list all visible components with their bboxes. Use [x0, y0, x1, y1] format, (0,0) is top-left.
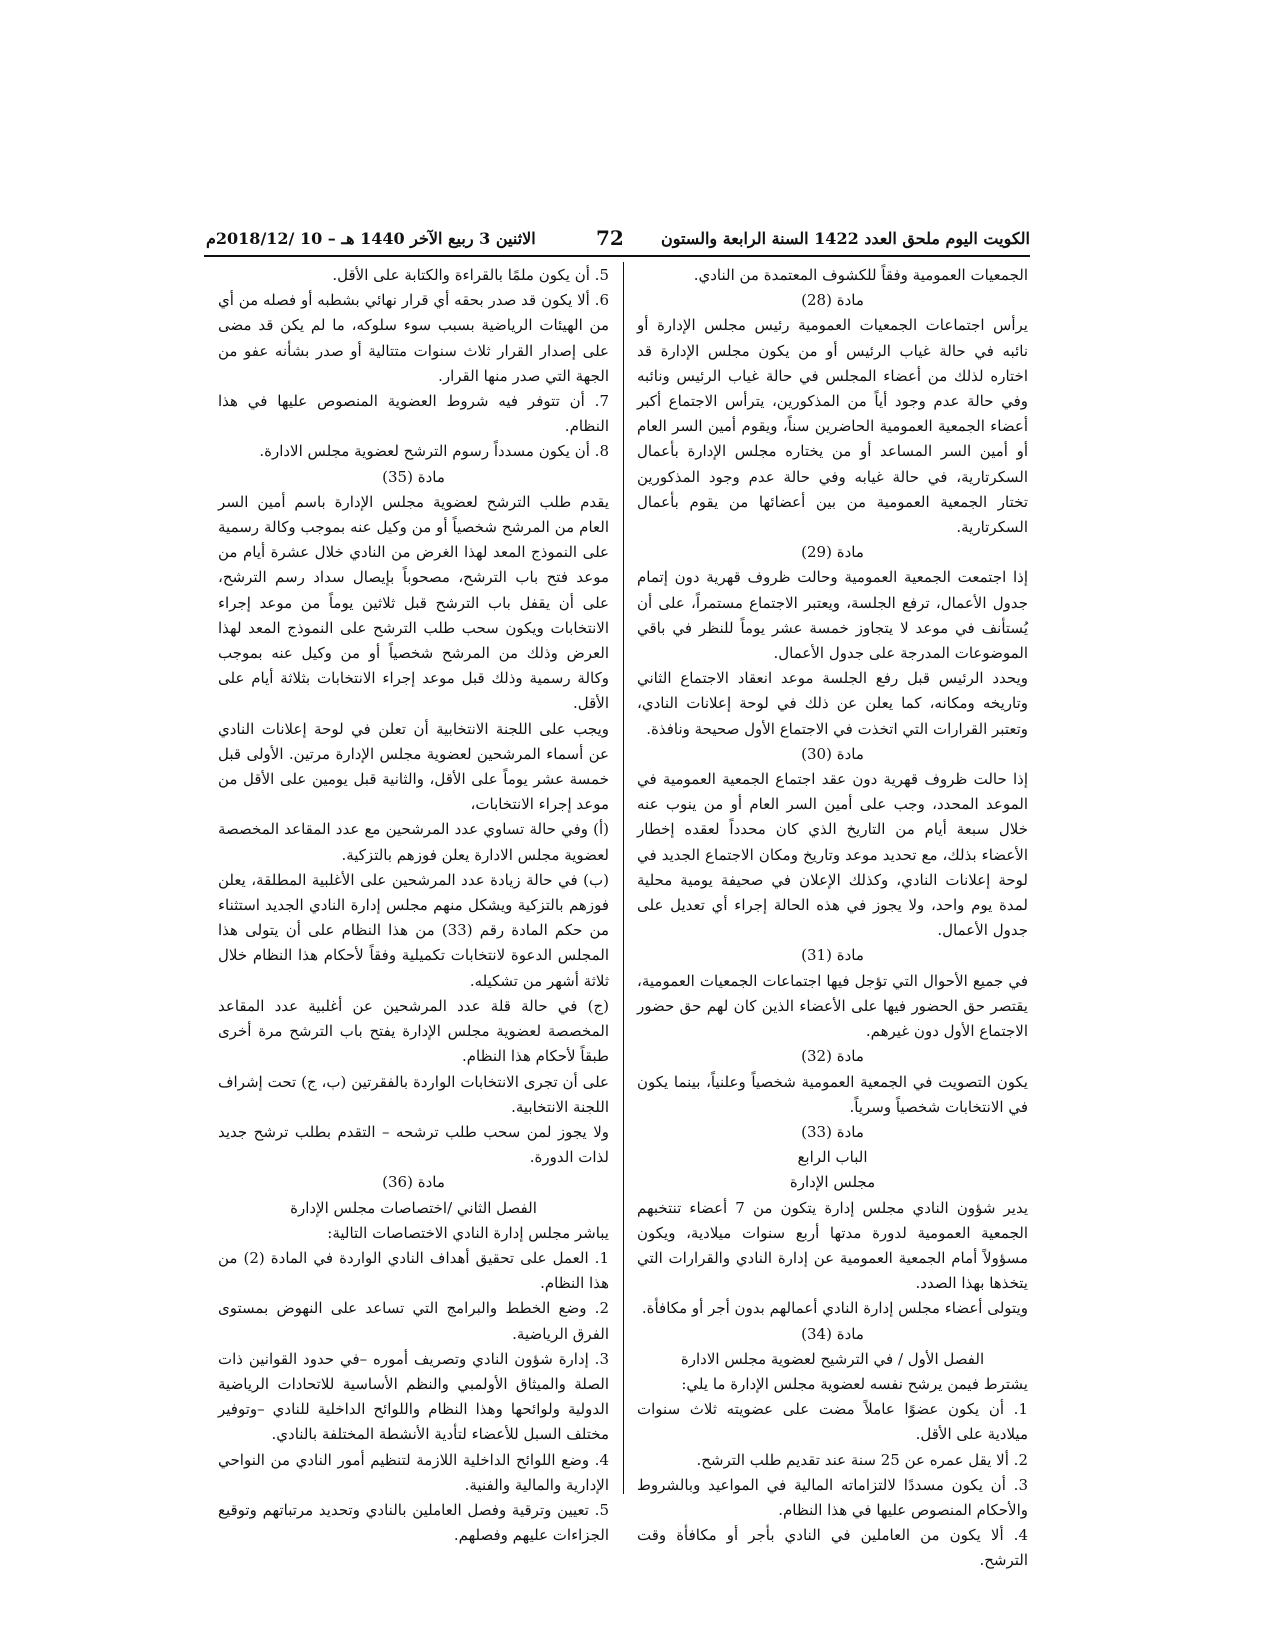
paragraph: يكون التصويت في الجمعية العمومية شخصياً وعلنياً، بينما يكون في الانتخابات شخصياً وسرياً. — [637, 1072, 1028, 1116]
paragraph: 3. إدارة شؤون النادي وتصريف أموره –في حدود القوانين ذات الصلة والميثاق الأولمبي والنظم الأساسية للاتحادات الرياضية الدولية ولوائحها وهذا النظام واللوائح الداخلية للنادي –وتوفير مختلف السبل للأعضاء لتأدية الأنشطة المختلفة بالنادي. — [218, 1349, 609, 1444]
paragraph: ويحدد الرئيس قبل رفع الجلسة موعد انعقاد الاجتماع الثاني وتاريخه ومكانه، كما يعلن عن ذلك في لوحة إعلانات النادي، وتعتبر القرارات التي اتخذت في الاجتماع الأول صحيحة ونافذة. — [637, 669, 1028, 738]
paragraph: 2. ألا يقل عمره عن 25 سنة عند تقديم طلب الترشح. — [696, 1450, 1028, 1469]
article-heading: مادة (28) — [801, 291, 864, 310]
paragraph: (ب) في حالة زيادة عدد المرشحين على الأغلبية المطلقة، يعلن فوزهم بالتزكية ويشكل منهم مجلس إدارة النادي الجديد استثناء من حكم المادة رقم (33) من هذا النظام على أن يتولى هذا المجلس الدعوة لانتخابات تكميلية وفقاً لأحكام هذا النظام خلال ثلاثة أشهر من تشكيله. — [218, 870, 609, 990]
paragraph: 2. وضع الخطط والبرامج التي تساعد على النهوض بمستوى الفرق الرياضية. — [218, 1299, 609, 1343]
page-number: 72 — [596, 226, 624, 250]
article-heading: مادة (36) — [382, 1173, 445, 1192]
paragraph: 1. العمل على تحقيق أهداف النادي الواردة في المادة (2) من هذا النظام. — [218, 1248, 609, 1293]
paragraph: 3. أن يكون مسددًا لالتزاماته المالية في المواعيد وبالشروط والأحكام المنصوص عليها في هذا النظام. — [637, 1475, 1028, 1519]
paragraph: يرأس اجتماعات الجمعيات العمومية رئيس مجلس الإدارة أو نائبه في حالة غياب الرئيس أو من يكون مجلس الإدارة قد اختاره لذلك من أعضاء المجلس في حالة غياب الرئيس ونائبه وفي حالة عدم وجود أياً من المذكورين، يترأس الاجتماع أكبر أعضاء الجمعية العمومية الحاضرين سناً، ويقوم أمين السر العام أو أمين السر المساعد أو من يختاره مجلس الإدارة بأعمال السكرتارية، في حالة غيابه وفي حالة عدم وجود المذكورين تختار الجمعية العمومية من بين أعضائها من يقوم بأعمال السكرتارية. — [637, 316, 1028, 537]
right-column — [637, 263, 1028, 1574]
article-heading: مادة (34) — [801, 1324, 864, 1343]
paragraph: في جميع الأحوال التي تؤجل فيها اجتماعات الجمعيات العمومية، يقتصر حق الحضور فيها على الأعضاء الذين كان لهم حق حضور الاجتماع الأول دون غيرهم. — [637, 971, 1028, 1041]
paragraph: ويجب على اللجنة الانتخابية أن تعلن في لوحة إعلانات النادي عن أسماء المرشحين لعضوية مجلس الإدارة مرتين. الأولى قبل خمسة عشر يوماً على الأقل، والثانية قبل يومين على الأقل من موعد إجراء الانتخابات، — [218, 719, 609, 814]
article-heading: مادة (35) — [382, 467, 445, 486]
article-heading: مادة (30) — [801, 744, 864, 763]
paragraph: يشترط فيمن يرشح نفسه لعضوية مجلس الإدارة ما يلي: — [681, 1374, 1028, 1393]
section-heading: مجلس الإدارة — [789, 1173, 876, 1192]
paragraph: 4. ألا يكون من العاملين في النادي بأجر أو مكافأة وقت الترشح. — [637, 1526, 1028, 1570]
article-heading: مادة (29) — [801, 543, 864, 562]
paragraph: يدير شؤون النادي مجلس إدارة يتكون من 7 أعضاء تنتخبهم الجمعية العمومية لدورة مدتها أربع سنوات ميلادية، ويكون مسؤولاً أمام الجمعية العمومية عن إدارة النادي والقرارات التي يتخذها بهذا الصدد. — [637, 1198, 1028, 1293]
paragraph: (أ) وفي حالة تساوي عدد المرشحين مع عدد المقاعد المخصصة لعضوية مجلس الادارة يعلن فوزهم بالتزكية. — [218, 820, 609, 864]
paragraph: 8. أن يكون مسدداً رسوم الترشح لعضوية مجلس الادارة. — [259, 442, 609, 461]
article-heading: مادة (33) — [801, 1122, 864, 1141]
paragraph: 5. تعيين وترقية وفصل العاملين بالنادي وتحديد مرتباتهم وتوقيع الجزاءات عليهم وفصلهم. — [218, 1500, 609, 1545]
left-column — [218, 263, 609, 1548]
paragraph: ولا يجوز لمن سحب طلب ترشحه – التقدم بطلب ترشح جديد لذات الدورة. — [218, 1122, 609, 1167]
paragraph: 1. أن يكون عضوًا عاملاً مضت على عضويته ثلاث سنوات ميلادية على الأقل. — [637, 1400, 1028, 1444]
paragraph: يقدم طلب الترشح لعضوية مجلس الإدارة باسم أمين السر العام من المرشح شخصياً أو من وكيل عنه بموجب وكالة رسمية على النموذج المعد لهذا الغرض من النادي خلال عشرة أيام من موعد فتح باب الترشح، مصحوباً بإيصال سداد رسم الترشح، على أن يقفل باب الترشح قبل ثلاثين يوماً من موعد إجراء الانتخابات ويكون سحب طلب الترشح على النموذج المعد لهذا العرض وذلك من المرشح شخصياً أو من وكيل عنه بموجب وكالة رسمية وذلك قبل موعد إجراء الانتخابات بثلاثة أيام على الأقل. — [218, 492, 609, 713]
paragraph: ويتولى أعضاء مجلس إدارة النادي أعمالهم بدون أجر أو مكافأة. — [641, 1299, 1028, 1318]
publication-title: الكويت اليوم ملحق العدد 1422 السنة الرابعة والستون — [660, 229, 1030, 248]
paragraph: على أن تجرى الانتخابات الواردة بالفقرتين (ب، ج) تحت إشراف اللجنة الانتخابية. — [218, 1072, 609, 1116]
paragraph: الجمعيات العمومية وفقاً للكشوف المعتمدة من النادي. — [693, 266, 1028, 284]
paragraph: إذا حالت ظروف قهرية دون عقد اجتماع الجمعية العمومية في الموعد المحدد، وجب على أمين السر العام أو من ينوب عنه خلال سبعة أيام من التاريخ الذي كان محدداً لعقده إخطار الأعضاء بذلك، مع تحديد موعد وتاريخ ومكان الاجتماع الجديد في لوحة إعلانات النادي، وكذلك الإعلان في صحيفة يومية محلية لمدة يوم واحد، ولا يجوز في هذه الحالة إجراء أي تعديل على جدول الأعمال. — [637, 770, 1028, 940]
paragraph: يباشر مجلس إدارة النادي الاختصاصات التالية: — [327, 1223, 609, 1242]
paragraph: (ج) في حالة قلة عدد المرشحين عن أغلبية عدد المقاعد المخصصة لعضوية مجلس الإدارة يفتح باب الترشح مرة أخرى طبقاً لأحكام هذا النظام. — [218, 996, 609, 1066]
issue-date: الاثنين 3 ربيع الآخر 1440 هـ – 10 /2018/12م — [206, 229, 536, 248]
paragraph: 6. ألا يكون قد صدر بحقه أي قرار نهائي بشطبه أو فصله من أي من الهيئات الرياضية بسبب سوء سلوكه، ما لم يكن قد مضى على إصدار القرار ثلاث سنوات متتالية أو صدر بشأنه عفو من الجهة التي صدر منها القرار. — [218, 291, 609, 385]
paragraph: إذا اجتمعت الجمعية العمومية وحالت ظروف قهرية دون إتمام جدول الأعمال، ترفع الجلسة، ويعتبر الاجتماع مستمراً، على أن يُستأنف في موعد لا يتجاوز خمسة عشر يوماً للنظر في باقي الموضوعات المدرجة على جدول الأعمال. — [637, 568, 1028, 663]
paragraph: 5. أن يكون ملمًا بالقراءة والكتابة على الأقل. — [332, 266, 609, 284]
article-heading: مادة (31) — [801, 946, 864, 965]
page-header — [204, 226, 1030, 257]
section-heading: الفصل الأول / في الترشيح لعضوية مجلس الادارة — [680, 1349, 985, 1368]
article-heading: مادة (32) — [801, 1047, 864, 1066]
paragraph: 4. وضع اللوائح الداخلية اللازمة لتنظيم أمور النادي من النواحي الإدارية والمالية والفنية. — [218, 1450, 609, 1494]
section-heading: الفصل الثاني /اختصاصات مجلس الإدارة — [290, 1198, 537, 1217]
column-divider — [623, 262, 624, 1494]
paragraph: 7. أن تتوفر فيه شروط العضوية المنصوص عليها في هذا النظام. — [218, 392, 609, 436]
section-heading: الباب الرابع — [797, 1148, 868, 1167]
